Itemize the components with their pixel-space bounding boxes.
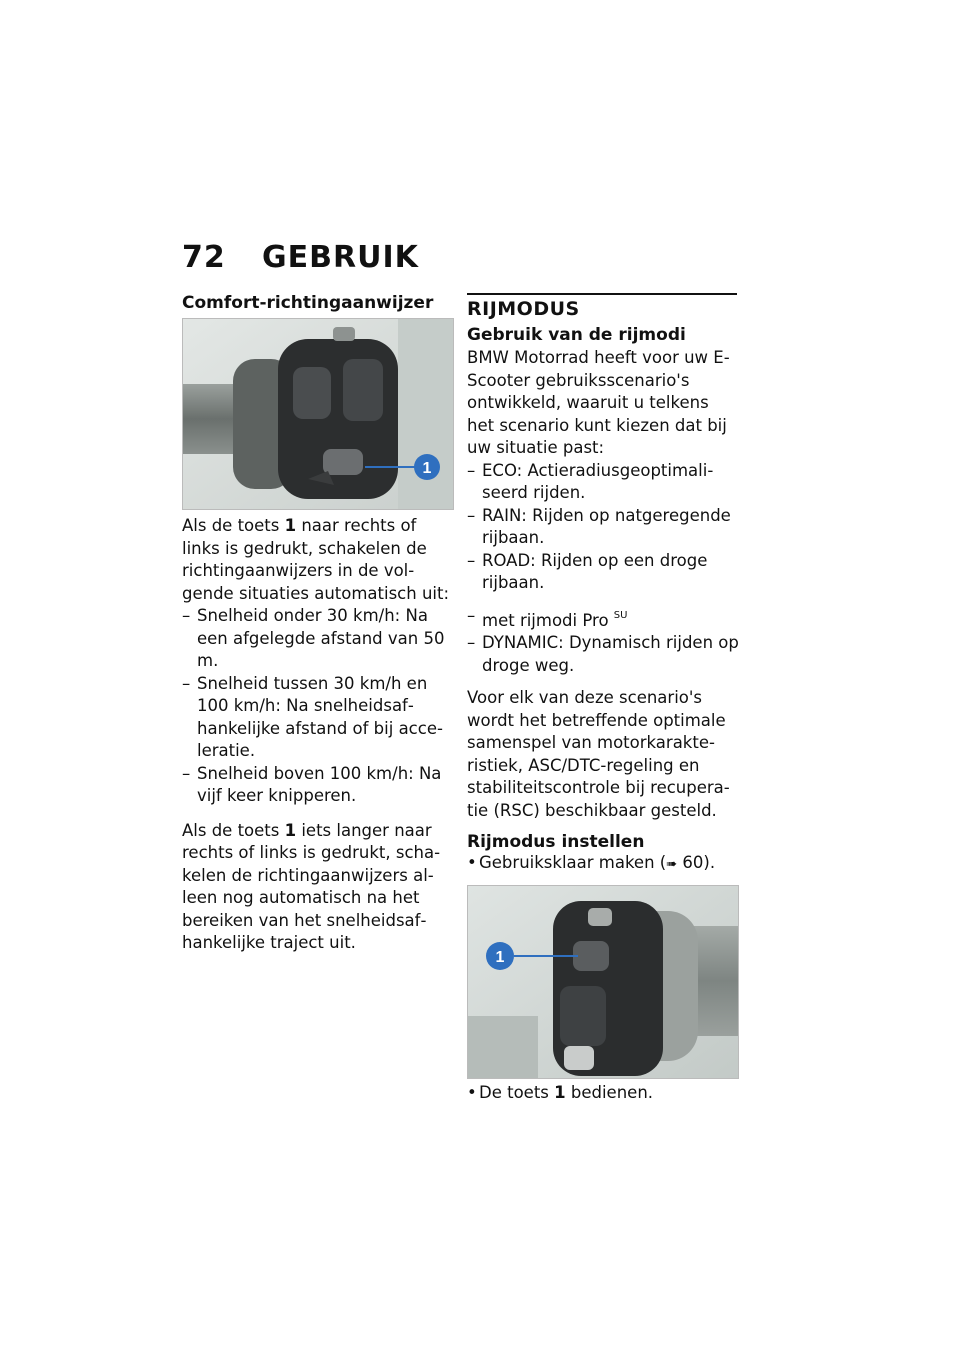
mode-button-illustration — [468, 886, 738, 1078]
paragraph-intro — [182, 515, 454, 605]
key-ref: 1 — [554, 1083, 566, 1102]
option-code: SU — [613, 609, 628, 621]
key-ref: 1 — [284, 820, 297, 840]
list-item: – Snelheid onder 30 km/h: Na een afgelegde afstand van 50 m. — [182, 605, 454, 673]
turn-signal-switch-photo — [182, 318, 454, 510]
text: Gebruiksklaar maken ( — [479, 853, 667, 872]
section-divider — [467, 293, 737, 295]
mode-item: – RAIN: Rijden op natgeregende rijbaan. — [467, 505, 739, 550]
page-number: 72 — [182, 240, 226, 275]
subsection-title: Rijmodus instellen — [467, 832, 645, 852]
subsection-title: Gebruik van de rijmodi — [467, 325, 686, 345]
list-item: – Snelheid boven 100 km/h: Na vijf keer knipperen. — [182, 763, 454, 808]
section-title: RIJMODUS — [467, 298, 580, 320]
mode-item: – ROAD: Rijden op een droge rijbaan. — [467, 550, 739, 595]
left-text-block — [182, 515, 454, 955]
step-item — [467, 852, 739, 877]
key-ref: 1 — [284, 516, 297, 535]
section-subtitle: Comfort-richtingaanwijzer — [182, 293, 434, 313]
text: iets langer naar rechts of links is gedrukt, schakelen de richtingaanwijzers alleen nog automatisch na het bereiken van het snelheidsafhankelijke traject uit. — [182, 820, 441, 952]
right-text-block — [467, 325, 739, 877]
figure-callout-1: 1 — [422, 460, 432, 477]
list-item: – Snelheid tussen 30 km/h en 100 km/h: Na snelheidsafhankelijke afstand of bij acceleratie. — [182, 673, 454, 763]
page-reference: 60). — [682, 853, 716, 872]
text: Als de toets — [182, 820, 285, 840]
text: bedienen. — [565, 1083, 654, 1102]
text: met rijmodi Pro — [482, 610, 609, 630]
handlebar-switch-illustration — [183, 319, 453, 509]
figure-callout-1: 1 — [495, 949, 505, 966]
step-item — [467, 1082, 751, 1105]
pro-modes-heading — [467, 605, 739, 633]
mode-item: – ECO: Actieradiusgeoptimaliseerd rijden. — [467, 460, 739, 505]
mode-item: – DYNAMIC: Dynamisch rijden op droge weg. — [467, 632, 739, 677]
chapter-title: GEBRUIK — [262, 240, 419, 275]
paragraph-longpress — [182, 820, 454, 955]
paragraph-scenario: Voor elk van deze scenario's wordt het betreffende optimale samenspel van motorkarakteristiek, ASC/DTC-regeling en stabiliteitscontrole bij recuperatie (RSC) beschikbaar gesteld. — [467, 688, 730, 820]
text: De toets — [479, 1083, 555, 1102]
page-reference-arrow-icon: ➠ — [666, 857, 678, 872]
text: Als de toets — [182, 516, 285, 535]
page-header — [182, 240, 419, 275]
text: naar rechts of links is gedrukt, schakelen de richtingaanwijzers in de volgende situaties automatisch uit: — [182, 516, 450, 603]
mode-switch-photo — [467, 885, 739, 1079]
paragraph-intro: BMW Motorrad heeft voor uw E-Scooter gebruiksscenario's ontwikkeld, waaruit u telkens het scenario kunt kiezen dat bij uw situatie past: — [467, 348, 730, 457]
